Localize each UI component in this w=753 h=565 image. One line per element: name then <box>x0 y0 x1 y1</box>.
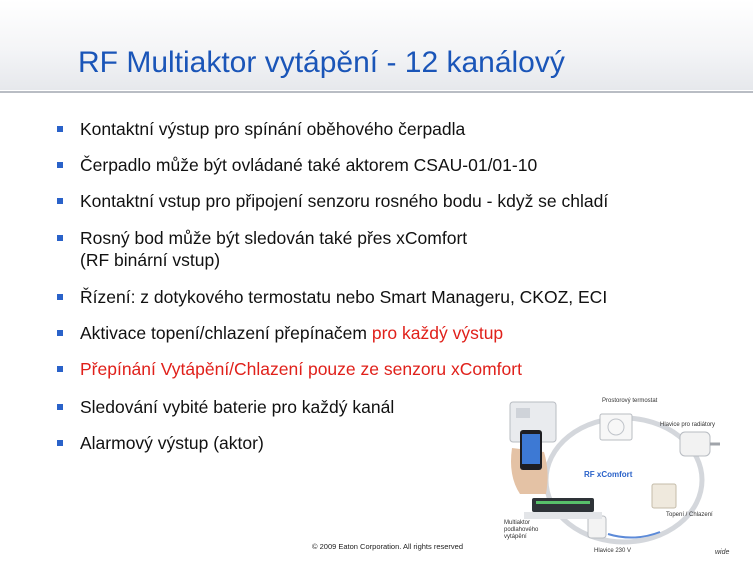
slide-title: RF Multiaktor vytápění - 12 kanálový <box>78 46 565 79</box>
corner-note: wide <box>715 549 730 556</box>
bullet-text: Řízení: z dotykového termostatu nebo Smart Manageru, CKOZ, ECI <box>80 287 608 307</box>
din-rail <box>524 512 602 519</box>
bullet-text-line-2: (RF binární vstup) <box>80 250 221 270</box>
bullet-text: Sledování vybité baterie pro každý kanál <box>80 397 395 417</box>
heating-cooling-switch <box>652 484 676 508</box>
title-divider <box>0 91 753 93</box>
bullet-text-plain: Aktivace topení/chlazení přepínačem <box>80 323 372 343</box>
xcomfort-system-diagram <box>484 388 746 560</box>
bullet-text: Kontaktní vstup pro připojení senzoru rosného bodu - když se chladí <box>80 191 609 211</box>
label-multiactor-line-2: podlahového <box>504 527 539 533</box>
bullet-square-icon <box>57 198 63 204</box>
wall-panel-display <box>516 408 530 418</box>
room-thermostat-device <box>600 414 632 440</box>
bullet-square-icon <box>57 294 63 300</box>
bullet-text-multiline <box>80 227 467 271</box>
label-multiactor <box>504 520 538 541</box>
bullet-square-icon <box>57 235 63 241</box>
label-multiactor-line-3: vytápění <box>504 534 527 540</box>
valve-head-device <box>588 516 606 538</box>
bullet-square-icon <box>57 440 63 446</box>
multiactor-device <box>532 498 594 512</box>
bullet-square-icon <box>57 126 63 132</box>
bullet-text-highlight: Přepínání Vytápění/Chlazení pouze ze senzoru xComfort <box>80 359 522 379</box>
label-room-thermostat: Prostorový termostat <box>602 398 658 404</box>
bullet-square-icon <box>57 330 63 336</box>
bullet-text-highlight: pro každý výstup <box>371 323 504 343</box>
label-heating-cooling: Topení / Chlazení <box>666 512 713 518</box>
bullet-text: Čerpadlo může být ovládané také aktorem CSAU-01/01-10 <box>80 155 538 175</box>
phone-screen <box>522 434 540 464</box>
bullet-text: Kontaktní výstup pro spínání oběhového čerpadla <box>80 119 466 139</box>
bullet-text-line-1: Rosný bod může být sledován také přes xComfort <box>80 228 468 248</box>
diagram-brand: RF xComfort <box>584 470 633 479</box>
multiactor-leds <box>536 501 590 504</box>
label-valve-head: Hlavice 230 V <box>594 548 632 554</box>
bullet-square-icon <box>57 366 63 372</box>
bullet-text <box>80 322 503 344</box>
label-multiactor-line-1: Multiaktor <box>504 520 531 526</box>
bullet-square-icon <box>57 162 63 168</box>
label-radiator-head: Hlavice pro radiátory <box>660 422 716 428</box>
copyright-footer: © 2009 Eaton Corporation. All rights reserved <box>312 542 464 551</box>
bullet-square-icon <box>57 404 63 410</box>
bullet-text: Alarmový výstup (aktor) <box>80 433 264 453</box>
radiator-head-device <box>680 432 710 456</box>
